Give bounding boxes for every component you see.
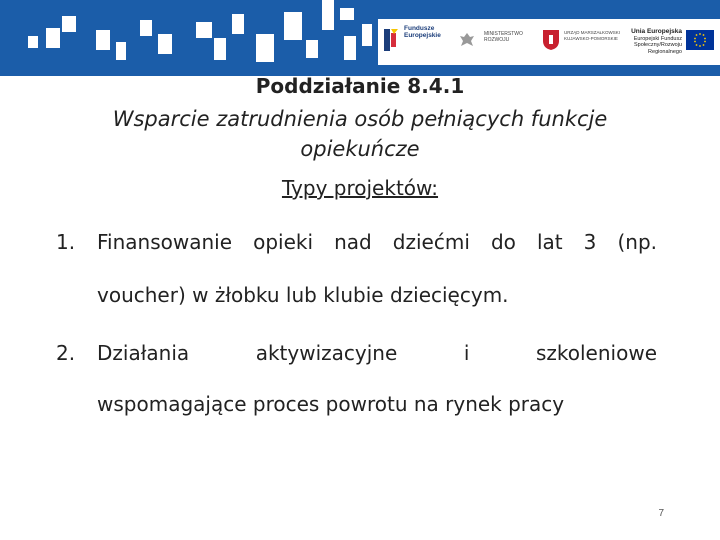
section-label — [0, 176, 720, 200]
decorative-block — [322, 0, 334, 30]
list-item-number: 2. — [56, 341, 76, 365]
logo-text-line: ROZWOJU — [484, 37, 510, 43]
eu-title: Unia Europejska — [631, 28, 682, 35]
header-banner — [0, 0, 720, 76]
funding-logos-strip — [378, 19, 720, 65]
decorative-block — [256, 34, 274, 62]
decorative-block — [214, 38, 226, 60]
fundusze-europejskie-label — [404, 25, 441, 39]
decorative-block — [362, 24, 372, 46]
list-item-line: Finansowanie opieki nad dziećmi do lat 3 (np. — [97, 230, 657, 254]
eu-label — [626, 29, 682, 55]
slide-subtitle: Wsparcie zatrudnienia osób pełniących funkcje opiekuńcze — [112, 107, 608, 161]
list-item-line: Działania aktywizacyjne i szkoleniowe — [97, 341, 657, 365]
list-item-number: 1. — [56, 230, 76, 254]
logo-text-line: MINISTERSTWO — [484, 31, 523, 37]
section-label-text: Typy projektów: — [281, 176, 439, 200]
decorative-block — [28, 36, 38, 48]
slide-title: Poddziałanie 8.4.1 — [255, 74, 465, 98]
decorative-block — [62, 16, 76, 32]
ministry-label — [484, 31, 523, 43]
logo-text-line: Europejskie — [404, 32, 441, 39]
polish-eagle-icon — [458, 31, 476, 49]
kujawsko-pomorskie-crest-icon — [542, 29, 560, 51]
eu-flag-icon — [686, 30, 714, 50]
logo-text-line: URZĄD MARSZAŁKOWSKI — [564, 30, 621, 35]
logo-text-line: Europejski Fundusz — [633, 35, 682, 42]
decorative-block — [232, 14, 244, 34]
decorative-block — [306, 40, 318, 58]
decorative-block — [340, 8, 354, 20]
list-item-line: voucher) w żłobku lub klubie dziecięcym. — [97, 283, 509, 307]
decorative-block — [96, 30, 110, 50]
logo-text-line: Fundusze — [404, 25, 435, 32]
logo-text-line: Społeczny/Rozwoju Regionalnego — [634, 42, 682, 55]
page-number: 7 — [658, 508, 664, 519]
decorative-block — [196, 22, 212, 38]
list-item-line: wspomagające proces powrotu na rynek pracy — [97, 392, 565, 416]
region-label — [564, 30, 620, 41]
decorative-block — [46, 28, 60, 48]
decorative-block — [284, 12, 302, 40]
decorative-block — [344, 36, 356, 60]
decorative-block — [140, 20, 152, 36]
decorative-block — [116, 42, 126, 60]
logo-text-line: KUJAWSKO-POMORSKIE — [564, 35, 618, 41]
decorative-block — [158, 34, 172, 54]
